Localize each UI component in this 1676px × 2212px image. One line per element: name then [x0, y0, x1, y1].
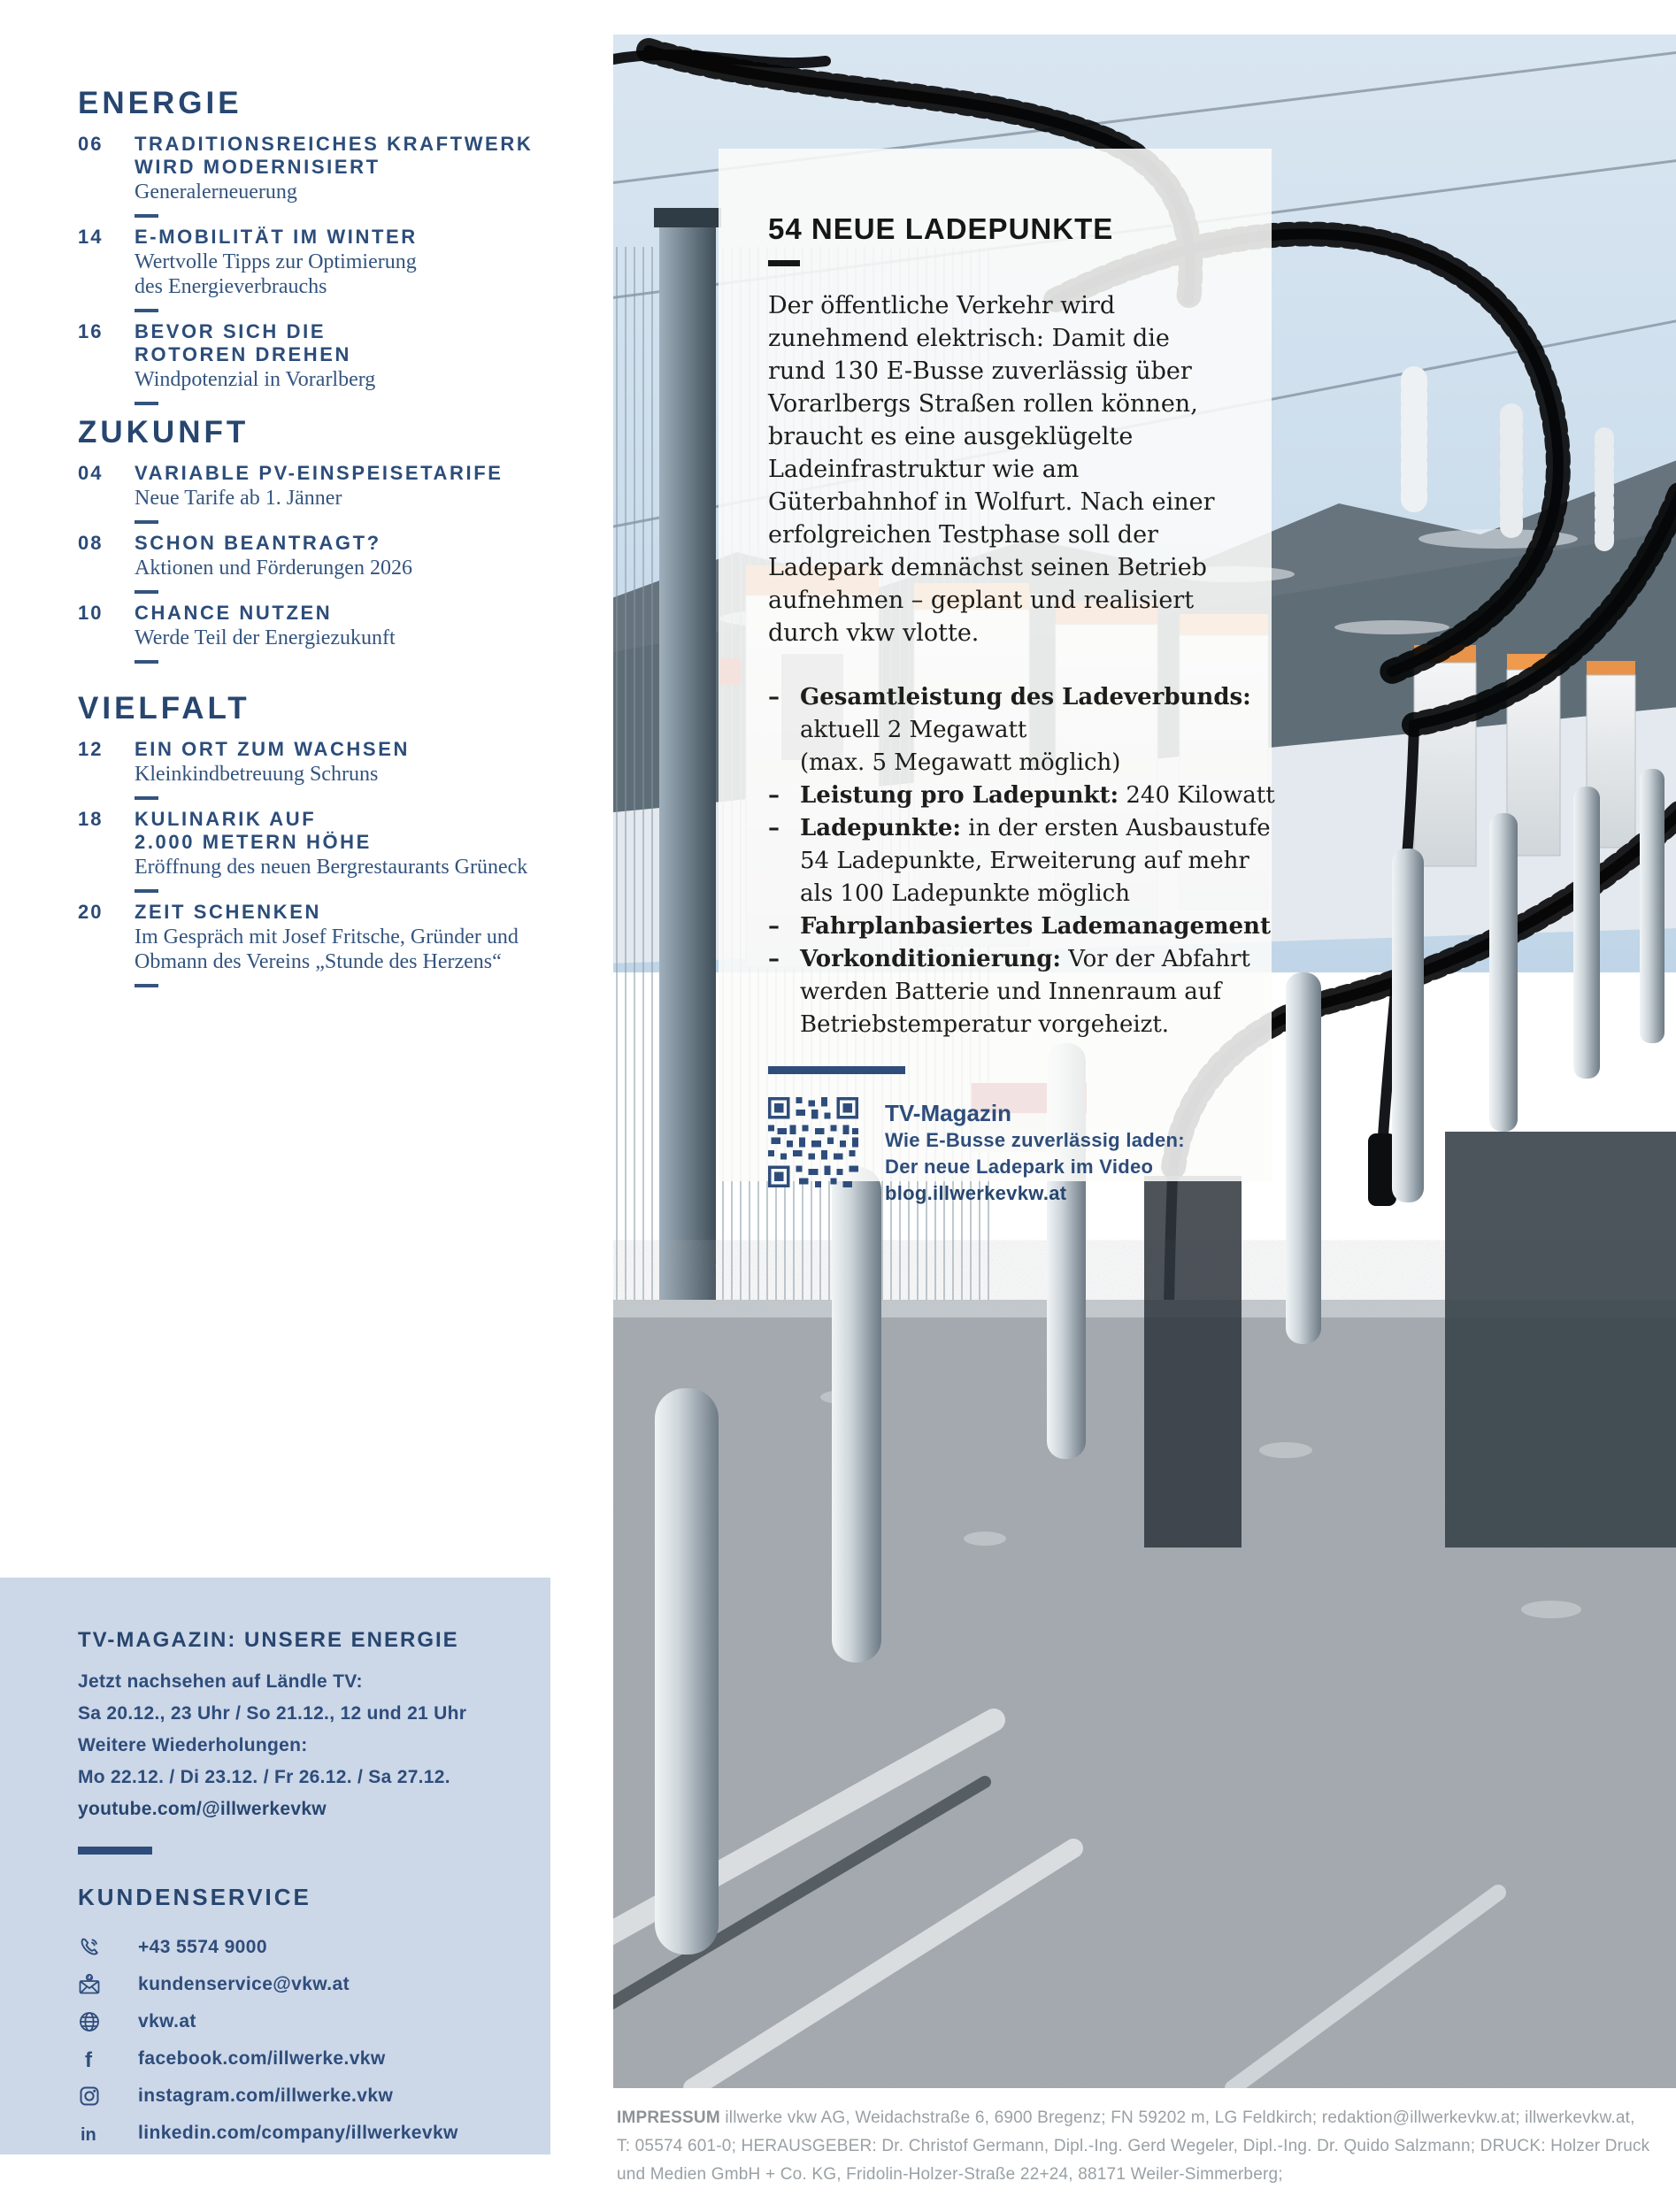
toc-entry-subtitle: Eröffnung des neuen Bergrestaurants Grüneck: [135, 856, 528, 879]
tv-magazin-heading: TV-MAGAZIN: UNSERE ENERGIE: [78, 1628, 459, 1652]
svg-text:f: f: [85, 2048, 92, 2070]
contact-row-facebook[interactable]: [78, 2040, 524, 2078]
toc-entry: [78, 462, 573, 524]
entry-divider: [135, 660, 158, 664]
toc-entry: [78, 602, 573, 664]
toc-entry-subtitle: Im Gespräch mit Josef Fritsche, Gründer und: [135, 926, 519, 949]
tv-magazin-line: Wie E-Busse zuverlässig laden:: [885, 1129, 1185, 1151]
box-divider: [78, 1847, 152, 1855]
facebook-url: facebook.com/illwerke.vkw: [138, 2048, 386, 2069]
feature-title: 54 NEUE LADEPUNKTE: [768, 212, 1114, 245]
toc-entry-subtitle: Werde Teil der Energiezukunft: [135, 626, 396, 649]
toc-entry: [78, 133, 573, 218]
linkedin-icon: [78, 2122, 104, 2145]
toc-entry-subtitle: Kleinkindbetreuung Schruns: [135, 763, 379, 786]
impressum: [617, 2104, 1670, 2189]
toc-entry-title: CHANCE NUTZEN: [135, 602, 333, 624]
toc-entry-page-number: 12: [78, 738, 104, 760]
bullet-marker: –: [768, 946, 780, 972]
toc-entry: [78, 532, 573, 594]
toc-entry-subtitle: Obmann des Vereins „Stunde des Herzens“: [135, 950, 502, 973]
toc-section-vielfalt: [78, 690, 573, 995]
toc-entry-page-number: 14: [78, 226, 104, 248]
phone-number: +43 5574 9000: [138, 1937, 267, 1957]
tv-schedule-line: Mo 22.12. / Di 23.12. / Fr 26.12. / Sa 27.12.: [78, 1767, 450, 1787]
feature-paragraph: Der öffentliche Verkehr wird zunehmend elektrisch: Damit die rund 130 E-Busse zuverlässig über Vorarlbergs Straßen rollen können, braucht es eine ausgeklügelte Ladeinfrastruktur wie am Güterbahnhof in Wolfurt. Nach einer erfolgreichen Testphase soll der Ladepark demnächst seinen Betrieb aufnehmen – geplant und realisiert durch vkw vlotte.: [768, 292, 1215, 647]
toc-entry-page-number: 16: [78, 320, 104, 342]
feature-bullet-list: [768, 681, 1275, 1041]
toc-entry-subtitle: Wertvolle Tipps zur Optimierung: [135, 250, 417, 273]
phone-icon: [78, 1936, 104, 1959]
tv-schedule-line: Jetzt nachsehen auf Ländle TV:: [78, 1671, 363, 1692]
website-url: vkw.at: [138, 2011, 196, 2032]
toc-entry-subtitle: Aktionen und Förderungen 2026: [135, 557, 412, 580]
toc-entry: [78, 226, 573, 312]
toc-entry-subtitle: Windpotenzial in Vorarlberg: [135, 368, 376, 391]
contact-row-website[interactable]: [78, 2003, 524, 2040]
toc-entry-page-number: 18: [78, 808, 104, 830]
section-divider: [768, 1066, 905, 1074]
impressum-label: IMPRESSUM: [617, 2108, 720, 2127]
feature-card-54-ladepunkte: [719, 149, 1275, 1204]
toc-entry: [78, 901, 573, 987]
entry-divider: [135, 402, 158, 405]
bullet-item: – Leistung pro Ladepunkt: 240 Kilowatt: [768, 780, 1226, 812]
bullet-item: – Fahrplanbasiertes Lademanagement: [768, 910, 1226, 943]
entry-divider: [135, 590, 158, 594]
qr-code[interactable]: [768, 1097, 858, 1187]
contact-row-phone[interactable]: [78, 1929, 524, 1966]
contact-row-email[interactable]: [78, 1966, 524, 2003]
bullet-marker: –: [768, 782, 780, 809]
toc-entry-title: EIN ORT ZUM WACHSEN: [135, 738, 410, 760]
facebook-icon: [78, 2047, 104, 2070]
tv-magazin-line: Der neue Ladepark im Video: [885, 1156, 1154, 1178]
toc-entry-title: ZEIT SCHENKEN: [135, 901, 322, 923]
tv-magazin-teaser: [768, 1097, 1226, 1207]
entry-divider: [135, 796, 158, 800]
toc-entry-title: TRADITIONSREICHES KRAFTWERK: [135, 133, 534, 155]
toc-entry-title: KULINARIK AUF: [135, 808, 317, 830]
toc-entry: [78, 808, 573, 893]
contact-row-linkedin[interactable]: [78, 2115, 524, 2152]
contact-row-instagram[interactable]: [78, 2078, 524, 2115]
section-title: VIELFALT: [78, 691, 250, 726]
youtube-link[interactable]: youtube.com/@illwerkevkw: [78, 1799, 327, 1819]
toc-entry-title: E-MOBILITÄT IM WINTER: [135, 226, 418, 248]
info-box: [0, 1578, 550, 2154]
bullet-item: – Vorkonditionierung: Vor der Abfahrt werden Batterie und Innenraum auf Betriebstemperatur vorgeheizt.: [768, 943, 1226, 1041]
bullet-marker: –: [768, 815, 780, 841]
impressum-line: IMPRESSUM illwerke vkw AG, Weidachstraße 6, 6900 Bregenz; FN 59202 m, LG Feldkirch; redaktion@illwerkevkw.at; illwerkevkw.at,: [617, 2108, 1635, 2127]
toc-entry-page-number: 10: [78, 602, 104, 624]
toc-entry-title: SCHON BEANTRAGT?: [135, 532, 381, 554]
section-title: ZUKUNFT: [78, 415, 250, 449]
email-address: kundenservice@vkw.at: [138, 1974, 350, 1994]
linkedin-url: linkedin.com/company/illwerkevkw: [138, 2123, 458, 2143]
blog-link[interactable]: blog.illwerkevkw.at: [885, 1182, 1067, 1204]
toc-entry-title: BEVOR SICH DIE: [135, 320, 327, 342]
impressum-line: T: 05574 601-0; HERAUSGEBER: Dr. Christof Germann, Dipl.-Ing. Gerd Wegeler, Dipl.-Ing. Dr. Quido Salzmann; DRUCK: Holzer Druck: [617, 2137, 1650, 2155]
entry-divider: [135, 520, 158, 524]
toc-entry-subtitle: Neue Tarife ab 1. Jänner: [135, 487, 342, 510]
toc-entry: [78, 738, 573, 800]
bullet-item: – Gesamtleistung des Ladeverbunds: aktuell 2 Megawatt (max. 5 Megawatt möglich): [768, 681, 1226, 780]
entry-divider: [135, 214, 158, 218]
entry-divider: [135, 309, 158, 312]
toc-entry-page-number: 08: [78, 532, 104, 554]
toc-entry-page-number: 20: [78, 901, 104, 923]
toc-entry: [78, 320, 573, 405]
bullet-marker: –: [768, 684, 780, 710]
toc-entry-title: 2.000 METERN HÖHE: [135, 831, 372, 853]
title-dash: [768, 260, 800, 266]
entry-divider: [135, 889, 158, 893]
bullet-marker: –: [768, 913, 780, 940]
entry-divider: [135, 984, 158, 987]
email-icon: [78, 1973, 104, 1996]
impressum-line: und Medien GmbH + Co. KG, Fridolin-Holzer-Straße 22+24, 88171 Weiler-Simmerberg;: [617, 2165, 1283, 2184]
bullet-item: – Ladepunkte: in der ersten Ausbaustufe 54 Ladepunkte, Erweiterung auf mehr als 100 Ladepunkte möglich: [768, 812, 1226, 910]
tv-schedule-line: Sa 20.12., 23 Uhr / So 21.12., 12 und 21 Uhr: [78, 1703, 467, 1724]
kundenservice-heading: KUNDENSERVICE: [78, 1884, 311, 1910]
instagram-icon: [78, 2085, 104, 2108]
toc-entry-subtitle: des Energieverbrauchs: [135, 275, 327, 298]
instagram-url: instagram.com/illwerke.vkw: [138, 2085, 394, 2106]
tv-magazin-title: TV-Magazin: [885, 1100, 1012, 1126]
toc-entry-subtitle: Generalerneuerung: [135, 180, 297, 204]
toc-entry-page-number: 06: [78, 133, 104, 155]
toc-entry-title: WIRD MODERNISIERT: [135, 156, 381, 178]
toc-section-zukunft: [78, 414, 573, 672]
svg-text:in: in: [81, 2125, 96, 2145]
toc-section-energie: [78, 85, 573, 413]
section-title: ENERGIE: [78, 86, 242, 120]
toc-entry-title: VARIABLE PV-EINSPEISETARIFE: [135, 462, 504, 484]
tv-schedule-line: Weitere Wiederholungen:: [78, 1735, 308, 1755]
toc-entry-page-number: 04: [78, 462, 104, 484]
globe-icon: [78, 2010, 104, 2033]
toc-entry-title: ROTOREN DREHEN: [135, 343, 352, 365]
